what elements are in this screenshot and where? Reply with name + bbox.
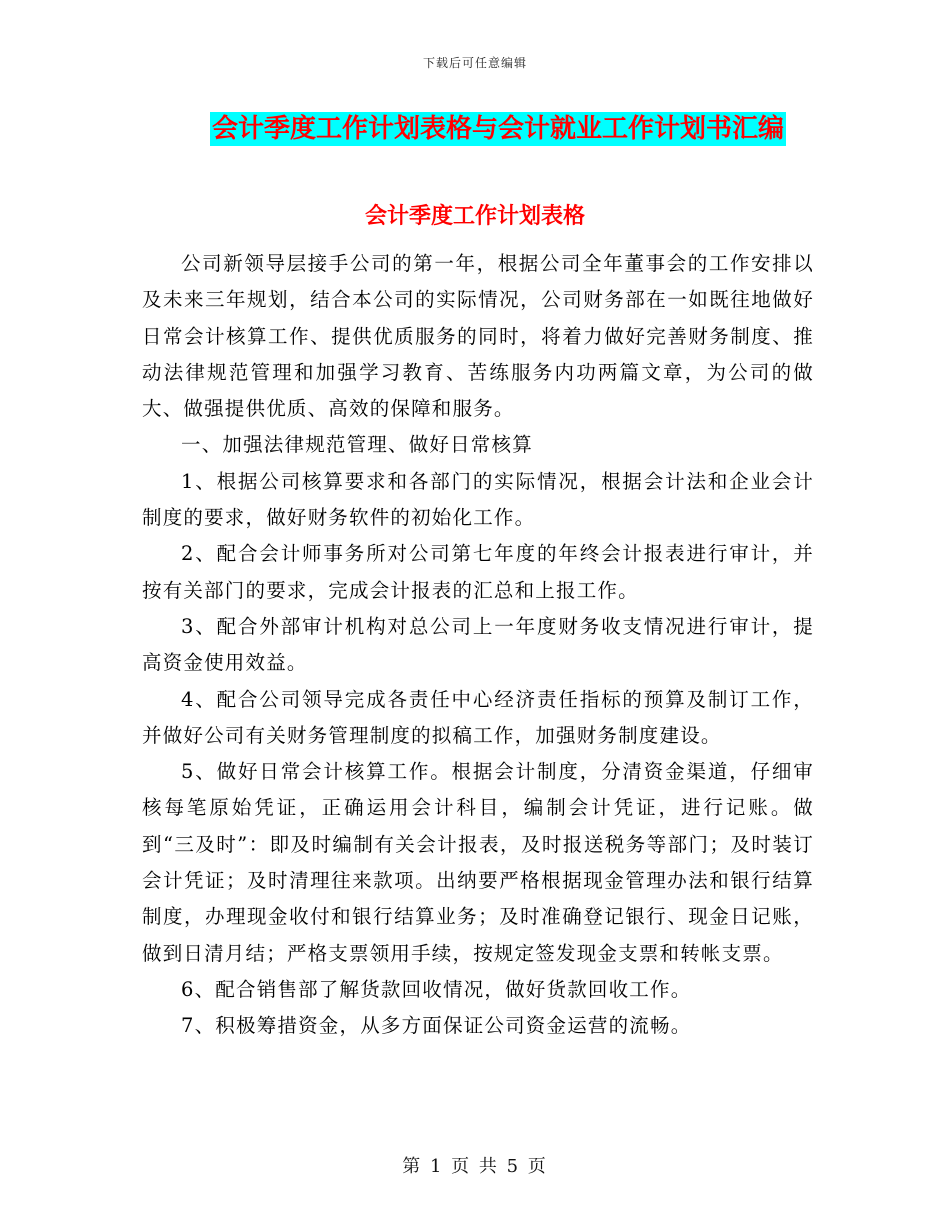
paragraph-item-2: 2、配合会计师事务所对公司第七年度的年终会计报表进行审计，并按有关部门的要求，完成会计报表的汇总和上报工作。 <box>142 542 814 602</box>
paragraph-item-7: 7、积极筹措资金，从多方面保证公司资金运营的流畅。 <box>181 1014 692 1038</box>
main-title-container <box>0 112 950 146</box>
page-number-footer: 第 1 页 共 5 页 <box>402 1156 548 1177</box>
paragraph-intro: 公司新领导层接手公司的第一年，根据公司全年董事会的工作安排以及未来三年规划，结合本公司的实际情况，公司财务部在一如既往地做好日常会计核算工作、提供优质服务的同时，将着力做好完善财务制度、推动法律规范管理和加强学习教育、苦练服务内功两篇文章，为公司的做大、做强提供优质、高效的保障和服务。 <box>142 252 814 421</box>
document-main-title: 会计季度工作计划表格与会计就业工作计划书汇编 <box>211 114 784 144</box>
paragraph-item-3: 3、配合外部审计机构对总公司上一年度财务收支情况进行审计，提高资金使用效益。 <box>142 614 814 675</box>
page-header-note: 下载后可任意编辑 <box>422 56 527 70</box>
paragraph-item-5: 5、做好日常会计核算工作。根据会计制度，分清资金渠道，仔细审核每笔原始凭证，正确运用会计科目，编制会计凭证，进行记账。做到“三及时”：即及时编制有关会计报表，及时报送税务等部门；及时装订会计凭证；及时清理往来款项。出纳要严格根据现金管理办法和银行结算制度，办理现金收付和银行结算业务；及时准确登记银行、现金日记账，做到日清月结；严格支票领用手续，按规定签发现金支票和转帐支票。 <box>142 760 814 965</box>
paragraph-item-4: 4、配合公司领导完成各责任中心经济责任指标的预算及制订工作，并做好公司有关财务管理制度的拟稿工作，加强财务制度建设。 <box>142 687 814 747</box>
paragraph-item-6: 6、配合销售部了解货款回收情况，做好货款回收工作。 <box>181 977 692 1001</box>
paragraph-heading-1: 一、加强法律规范管理、做好日常核算 <box>181 433 533 457</box>
paragraph-item-1: 1、根据公司核算要求和各部门的实际情况，根据会计法和企业会计制度的要求，做好财务软件的初始化工作。 <box>142 469 814 530</box>
section-title: 会计季度工作计划表格 <box>364 203 585 229</box>
document-body <box>142 246 814 1045</box>
